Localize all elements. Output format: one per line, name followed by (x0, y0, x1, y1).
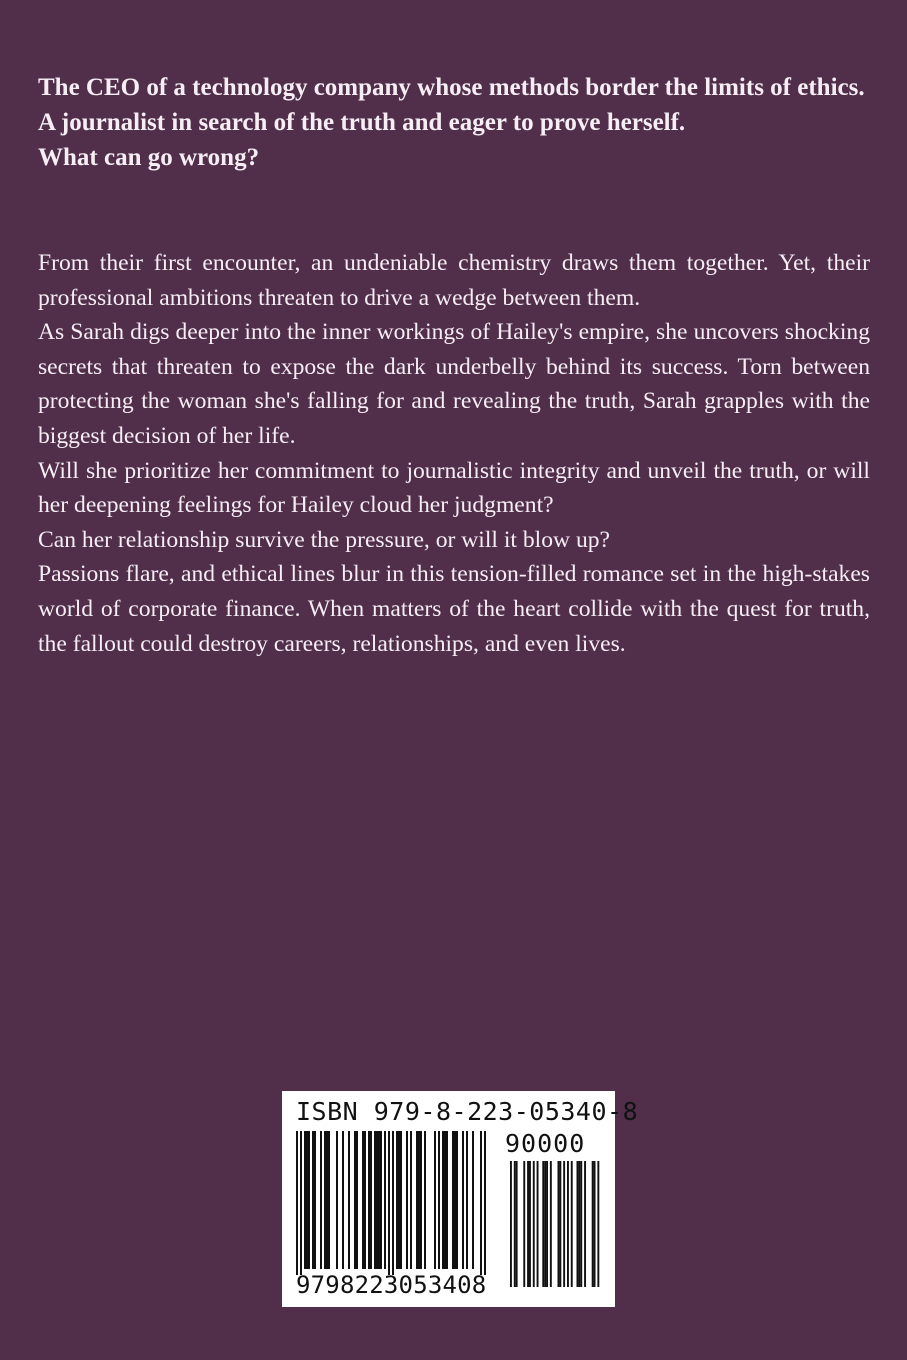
tagline-line: What can go wrong? (38, 144, 260, 171)
barcode-bar (444, 1131, 446, 1269)
barcode-bar (378, 1131, 380, 1269)
barcode-bar (354, 1131, 356, 1269)
barcode-bar (454, 1131, 456, 1269)
addon-bar (558, 1161, 560, 1287)
barcode-bar (300, 1131, 302, 1275)
addon-bar (592, 1161, 594, 1287)
barcode-bar (472, 1131, 474, 1269)
blurb-paragraph: Will she prioritize her commitment to journalistic integrity and unveil the truth, or will her deepening feelings for Hailey cloud her judgment? (38, 457, 870, 519)
barcode-bar (442, 1131, 444, 1269)
addon-bars (510, 1161, 599, 1287)
barcode-bar (336, 1131, 338, 1269)
barcode-bar (410, 1131, 412, 1269)
addon-bar (584, 1161, 586, 1287)
blurb-paragraph: As Sarah digs deeper into the inner workings of Hailey's empire, she uncovers shocking secrets that threaten to expose the dark underbelly behind its success. Torn between protecting the woman she's falling for and revealing the truth, Sarah grapples with the biggest decision of her life. (38, 319, 870, 449)
barcode-bar (356, 1131, 358, 1269)
addon-bar (571, 1161, 573, 1287)
barcode-bar (452, 1131, 454, 1269)
addon-bar (516, 1161, 518, 1287)
barcode-bar (462, 1131, 464, 1269)
isbn-label: ISBN 979-8-223-05340-8 (296, 1097, 639, 1126)
addon-bar (510, 1161, 512, 1287)
barcode-bar (324, 1131, 326, 1269)
barcode-bar (388, 1131, 390, 1275)
barcode-bar (312, 1131, 314, 1269)
barcode-bar (420, 1131, 422, 1269)
addon-bar (578, 1161, 580, 1287)
isbn-barcode (282, 1091, 639, 1307)
addon-bar (597, 1161, 599, 1287)
barcode-bar (314, 1131, 316, 1269)
barcode-bar (424, 1131, 426, 1269)
barcode-bar (370, 1131, 372, 1269)
price-code: 90000 (505, 1129, 586, 1158)
addon-bar (514, 1161, 516, 1287)
addon-bar (577, 1161, 579, 1287)
barcode-bar (328, 1131, 330, 1269)
barcode-bar (416, 1131, 418, 1269)
barcode-bar (438, 1131, 440, 1269)
barcode-bar (484, 1131, 486, 1275)
barcode-bar (348, 1131, 350, 1269)
addon-bar (559, 1161, 561, 1287)
addon-bar (594, 1161, 596, 1287)
barcode-bar (400, 1131, 402, 1269)
addon-bar (533, 1161, 535, 1287)
barcode-bar (362, 1131, 364, 1269)
barcode-bar (308, 1131, 310, 1269)
tagline (38, 70, 872, 175)
barcode-bar (296, 1131, 298, 1275)
addon-bar (527, 1161, 529, 1287)
addon-bar (550, 1161, 552, 1287)
barcode-bar (406, 1131, 408, 1269)
tagline-line: A journalist in search of the truth and eager to prove herself. (38, 109, 686, 136)
barcode-bar (446, 1131, 448, 1269)
addon-bar (529, 1161, 531, 1287)
barcode-bar (304, 1131, 306, 1269)
barcode-bar (326, 1131, 328, 1269)
barcode-bar (480, 1131, 482, 1275)
blurb (38, 246, 870, 661)
tagline-line: The CEO of a technology company whose methods border the limits of ethics. (38, 74, 865, 101)
barcode-bar (384, 1131, 386, 1269)
barcode-bar (374, 1131, 376, 1269)
addon-bar (523, 1161, 525, 1287)
barcode-bar (466, 1131, 468, 1269)
blurb-paragraph: From their first encounter, an undeniable chemistry draws them together. Yet, their professional ambitions threaten to drive a wedge between them. (38, 250, 870, 311)
barcode-bar (376, 1131, 378, 1269)
barcode-bar (364, 1131, 366, 1269)
barcode-bar (418, 1131, 420, 1269)
ean-digits: 9798223053408 (296, 1271, 487, 1299)
barcode-bar (368, 1131, 370, 1269)
barcode-bar (396, 1131, 398, 1269)
addon-bar (563, 1161, 565, 1287)
barcode-bar (320, 1131, 322, 1269)
barcode-bar (380, 1131, 382, 1269)
addon-bar (542, 1161, 544, 1287)
barcode-bar (392, 1131, 394, 1275)
barcode-bar (434, 1131, 436, 1269)
addon-bar (544, 1161, 546, 1287)
addon-bar (537, 1161, 539, 1287)
barcode-bar (306, 1131, 308, 1269)
barcode-bar (342, 1131, 344, 1269)
ean-bars (296, 1131, 486, 1275)
blurb-paragraph: Can her relationship survive the pressure, or will it blow up? (38, 526, 611, 553)
blurb-paragraph: Passions flare, and ethical lines blur in this tension-filled romance set in the high-stakes world of corporate finance. When matters of the heart collide with the quest for truth, the fallout could destroy careers, relationships, and even lives. (38, 561, 870, 657)
addon-bar (546, 1161, 548, 1287)
barcode-bar (456, 1131, 458, 1269)
barcode-bar (398, 1131, 400, 1269)
addon-bar (567, 1161, 569, 1287)
addon-bar (580, 1161, 582, 1287)
